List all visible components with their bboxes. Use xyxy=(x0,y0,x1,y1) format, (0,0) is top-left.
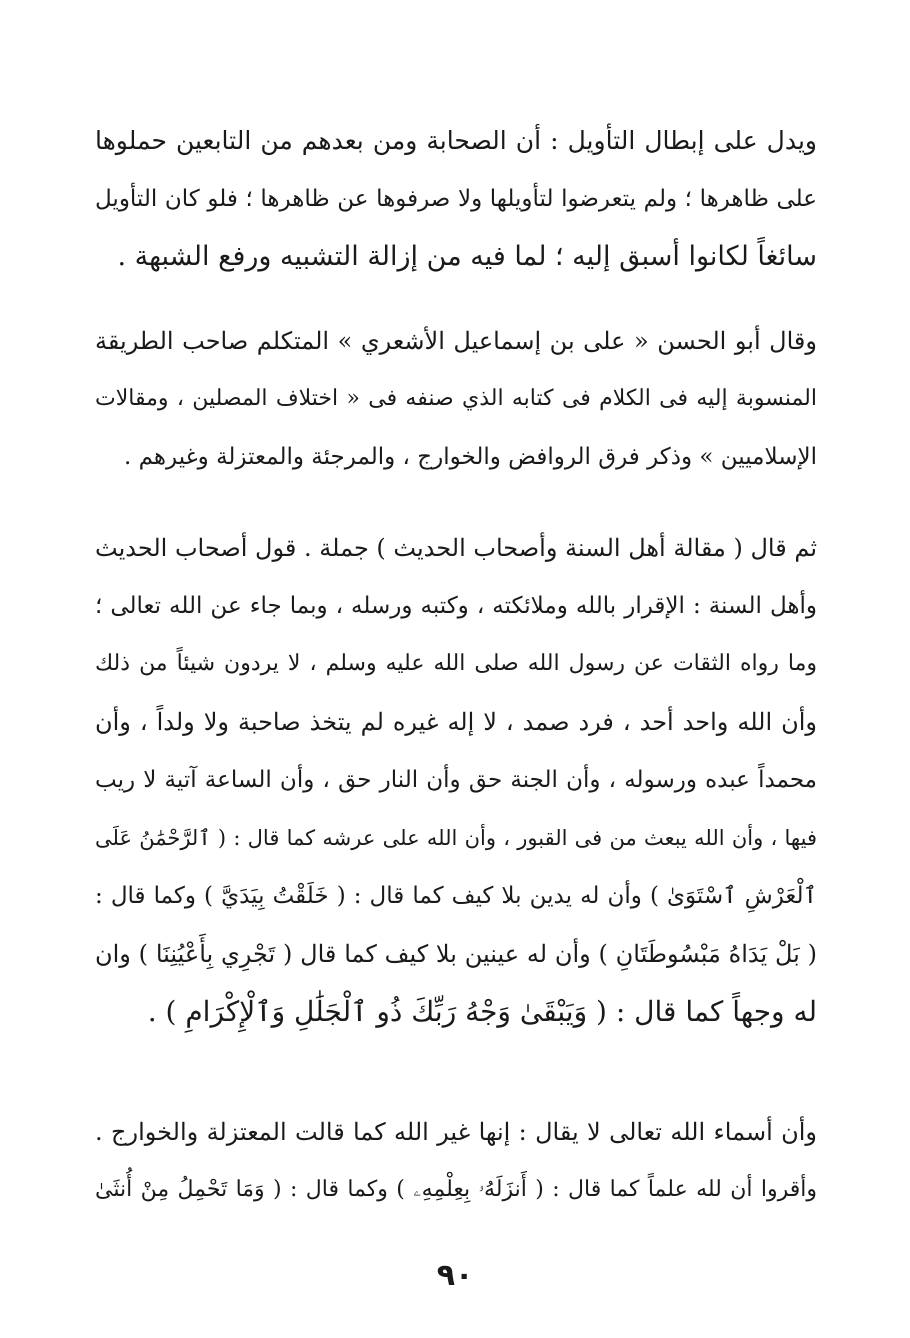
text-line: على ظاهرها ؛ ولم يتعرضوا لتأويلها ولا صرفوها عن ظاهرها ؛ فلو كان التأويل xyxy=(95,186,817,212)
paragraph-ahl-sunnah xyxy=(95,519,817,1041)
text-line: وقال أبو الحسن « على بن إسماعيل الأشعري » المتكلم صاحب الطريقة xyxy=(95,327,817,355)
paragraph-interpretation xyxy=(95,112,817,286)
text-line: ثم قال ( مقالة أهل السنة وأصحاب الحديث ) جملة . قول أصحاب الحديث xyxy=(95,534,817,562)
text-line: ( بَلْ يَدَاهُ مَبْسُوطَتَانِ ) وأن له عينين بلا كيف كما قال ( تَجْرِي بِأَعْيُنِنَا ) وان xyxy=(95,940,817,968)
text-line: المنسوبة إليه فى الكلام فى كتابه الذي صنفه فى « اختلاف المصلين ، ومقالات xyxy=(95,386,817,411)
text-line: وما رواه الثقات عن رسول الله صلى الله عليه وسلم ، لا يردون شيئاً من ذلك xyxy=(95,651,817,676)
text-line: وأن أسماء الله تعالى لا يقال : إنها غير الله كما قالت المعتزلة والخوارج . xyxy=(95,1118,817,1146)
text-line: له وجهاً كما قال : ( وَيَبْقَىٰ وَجْهُ رَبِّكَ ذُو ٱلْجَلَٰلِ وَٱلْإِكْرَامِ ) . xyxy=(147,995,817,1028)
page-number: ٩٠ xyxy=(436,1258,474,1293)
paragraph-names-attributes xyxy=(95,1103,817,1219)
text-line: وأقروا أن لله علماً كما قال : ( أَنزَلَهُۥ بِعِلْمِهِۦ ) وكما قال : ( وَمَا تَحْمِلُ مِنْ أُنثَىٰ xyxy=(95,1177,817,1202)
text-line: ٱلْعَرْشِ ٱسْتَوَىٰ ) وأن له يدين بلا كيف كما قال : ( خَلَقْتُ بِيَدَيَّ ) وكما قال : xyxy=(95,883,817,909)
text-line: الإسلاميين » وذكر فرق الروافض والخوارج ، والمرجئة والمعتزلة وغيرهم . xyxy=(123,444,817,470)
text-line: محمداً عبده ورسوله ، وأن الجنة حق وأن النار حق ، وأن الساعة آتية لا ريب xyxy=(95,767,817,793)
text-line: سائغاً لكانوا أسبق إليه ؛ لما فيه من إزالة التشبيه ورفع الشبهة . xyxy=(117,241,817,272)
text-line: وأهل السنة : الإقرار بالله وملائكته ، وكتبه ورسله ، وبما جاء عن الله تعالى ؛ xyxy=(95,593,817,619)
text-line: ويدل على إبطال التأويل : أن الصحابة ومن بعدهم من التابعين حملوها xyxy=(95,126,817,155)
text-line: وأن الله واحد أحد ، فرد صمد ، لا إله غيره لم يتخذ صاحبة ولا ولداً ، وأن xyxy=(95,708,817,736)
text-line: فيها ، وأن الله يبعث من فى القبور ، وأن الله على عرشه كما قال : ( ٱلرَّحْمَٰنُ عَلَى xyxy=(95,826,817,850)
paragraph-ashari xyxy=(95,312,817,486)
